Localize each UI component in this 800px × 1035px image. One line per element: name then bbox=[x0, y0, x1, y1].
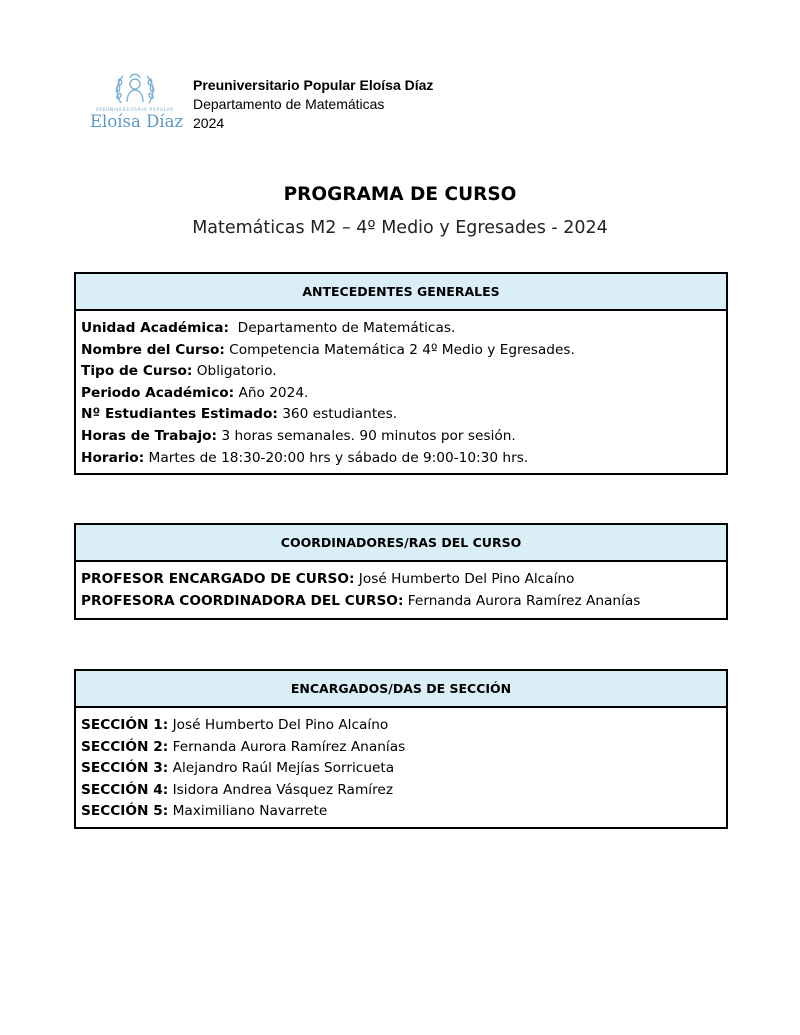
section-row bbox=[81, 758, 721, 780]
coordinator-row bbox=[81, 591, 721, 613]
info-label: Periodo Académico: bbox=[81, 384, 235, 401]
info-label: Horario: bbox=[81, 449, 145, 466]
section-teacher: Isidora Andrea Vásquez Ramírez bbox=[168, 781, 394, 798]
section-label: SECCIÓN 5: bbox=[81, 803, 169, 820]
antecedentes-body bbox=[76, 311, 726, 474]
coordinator-role: PROFESORA COORDINADORA DEL CURSO: bbox=[81, 592, 404, 609]
institution-name: Preuniversitario Popular Eloísa Díaz bbox=[193, 77, 434, 93]
encargados-box bbox=[74, 669, 728, 829]
info-row bbox=[81, 426, 721, 448]
antecedentes-box bbox=[74, 272, 728, 475]
info-row bbox=[81, 448, 721, 470]
coordinator-name: José Humberto Del Pino Alcaíno bbox=[354, 571, 575, 587]
info-row bbox=[81, 383, 721, 405]
section-teacher: Alejandro Raúl Mejías Sorricueta bbox=[168, 760, 395, 777]
coordinadores-heading: COORDINADORES/RAS DEL CURSO bbox=[76, 525, 726, 562]
laurel-emblem-icon bbox=[112, 70, 158, 108]
document-header bbox=[90, 70, 490, 136]
encargados-heading: ENCARGADOS/DAS DE SECCIÓN bbox=[76, 671, 726, 708]
info-value: Año 2024. bbox=[234, 384, 309, 401]
section-row bbox=[81, 780, 721, 802]
page-subtitle: Matemáticas M2 – 4º Medio y Egresades - 2024 bbox=[192, 218, 608, 238]
section-teacher: Fernanda Aurora Ramírez Ananías bbox=[168, 738, 406, 755]
info-row bbox=[81, 404, 721, 426]
info-value: Competencia Matemática 2 4º Medio y Egresades. bbox=[224, 341, 575, 358]
info-value: 360 estudiantes. bbox=[277, 406, 398, 423]
info-label: Nombre del Curso: bbox=[81, 341, 225, 358]
section-teacher: Maximiliano Navarrete bbox=[168, 803, 328, 820]
info-label: Unidad Académica: bbox=[81, 320, 229, 336]
coordinator-role: PROFESOR ENCARGADO DE CURSO: bbox=[81, 571, 355, 587]
page-title: PROGRAMA DE CURSO bbox=[283, 184, 517, 205]
section-row bbox=[81, 801, 721, 823]
info-row bbox=[81, 361, 721, 383]
coordinadores-box bbox=[74, 523, 728, 620]
info-value: Martes de 18:30-20:00 hrs y sábado de 9:00-10:30 hrs. bbox=[144, 449, 529, 466]
logo-name: Eloísa Díaz bbox=[90, 112, 184, 131]
coordinator-name: Fernanda Aurora Ramírez Ananías bbox=[403, 592, 641, 609]
section-label: SECCIÓN 2: bbox=[81, 738, 169, 755]
section-label: SECCIÓN 1: bbox=[81, 717, 169, 733]
section-row bbox=[81, 737, 721, 759]
info-value: 3 horas semanales. 90 minutos por sesión. bbox=[217, 427, 516, 444]
info-value: Departamento de Matemáticas. bbox=[228, 320, 456, 336]
info-row bbox=[81, 340, 721, 362]
info-label: Tipo de Curso: bbox=[81, 363, 193, 380]
antecedentes-heading: ANTECEDENTES GENERALES bbox=[76, 274, 726, 311]
section-row bbox=[81, 715, 721, 737]
info-label: Horas de Trabajo: bbox=[81, 427, 218, 444]
encargados-body bbox=[76, 708, 726, 828]
section-label: SECCIÓN 3: bbox=[81, 760, 169, 777]
section-label: SECCIÓN 4: bbox=[81, 781, 169, 798]
info-row bbox=[81, 318, 721, 340]
info-value: Obligatorio. bbox=[192, 363, 277, 380]
department-name: Departamento de Matemáticas bbox=[193, 96, 385, 112]
section-teacher: José Humberto Del Pino Alcaíno bbox=[168, 717, 389, 733]
header-year: 2024 bbox=[193, 115, 225, 131]
coordinator-row bbox=[81, 569, 721, 591]
info-label: Nº Estudiantes Estimado: bbox=[81, 406, 278, 423]
logo-small-text: PREUNIVERSITARIO POPULAR bbox=[96, 107, 174, 112]
institution-block bbox=[193, 76, 433, 133]
logo bbox=[90, 70, 184, 134]
coordinadores-body bbox=[76, 562, 726, 617]
